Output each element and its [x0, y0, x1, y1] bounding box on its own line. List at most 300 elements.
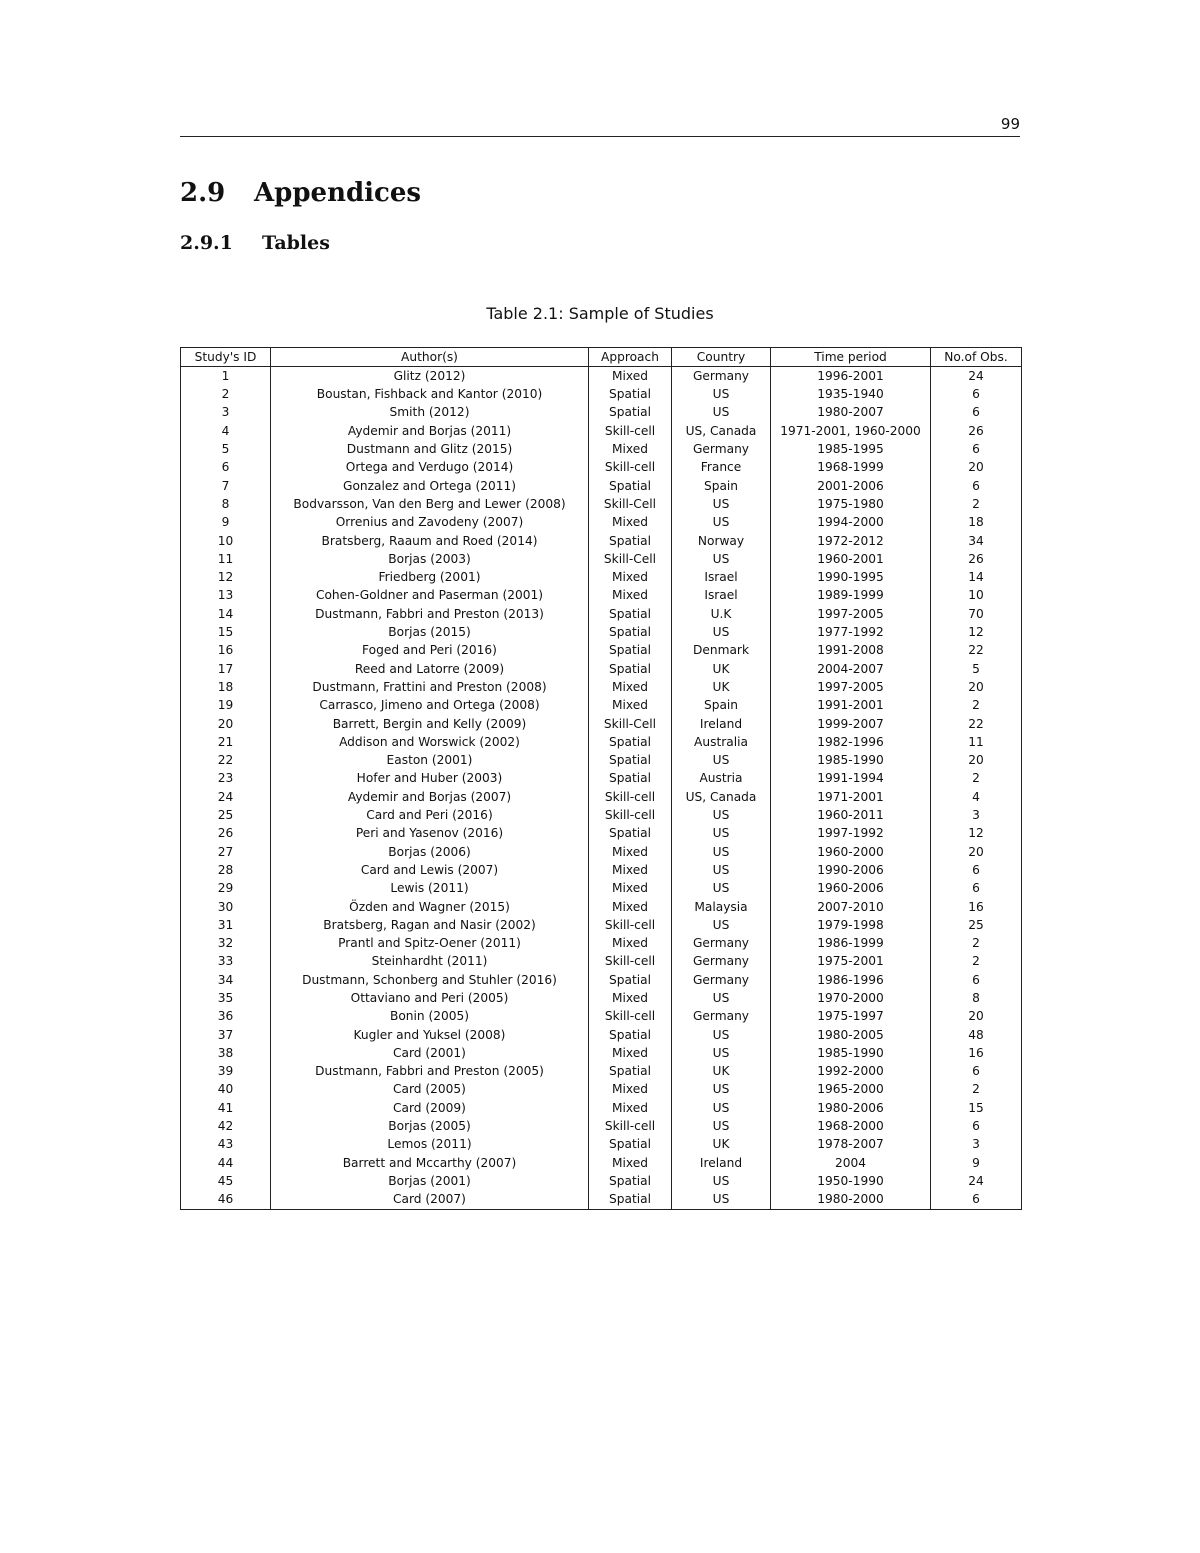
- cell-author: Easton (2001): [271, 752, 589, 770]
- cell-time-period: 1977-1992: [771, 623, 931, 641]
- cell-obs-count: 2: [931, 495, 1022, 513]
- cell-study-id: 43: [181, 1136, 271, 1154]
- cell-country: Malaysia: [672, 898, 771, 916]
- cell-approach: Mixed: [589, 1081, 672, 1099]
- cell-obs-count: 26: [931, 422, 1022, 440]
- cell-study-id: 1: [181, 367, 271, 386]
- table-row: [181, 697, 1022, 715]
- cell-approach: Spatial: [589, 605, 672, 623]
- section-number: 2.9: [180, 178, 226, 208]
- cell-study-id: 23: [181, 770, 271, 788]
- cell-time-period: 1968-2000: [771, 1117, 931, 1135]
- cell-study-id: 11: [181, 550, 271, 568]
- table-row: [181, 367, 1022, 386]
- cell-author: Card and Peri (2016): [271, 806, 589, 824]
- cell-author: Bratsberg, Raaum and Roed (2014): [271, 532, 589, 550]
- cell-country: Germany: [672, 935, 771, 953]
- table-row: [181, 788, 1022, 806]
- table-row: [181, 916, 1022, 934]
- page-number: 99: [1000, 115, 1020, 133]
- cell-approach: Skill-cell: [589, 806, 672, 824]
- cell-time-period: 1982-1996: [771, 733, 931, 751]
- cell-obs-count: 2: [931, 1081, 1022, 1099]
- cell-time-period: 1994-2000: [771, 514, 931, 532]
- cell-study-id: 9: [181, 514, 271, 532]
- cell-time-period: 1970-2000: [771, 989, 931, 1007]
- table-row: [181, 660, 1022, 678]
- cell-approach: Mixed: [589, 678, 672, 696]
- cell-study-id: 3: [181, 404, 271, 422]
- cell-approach: Mixed: [589, 569, 672, 587]
- table-row: [181, 1044, 1022, 1062]
- cell-approach: Spatial: [589, 623, 672, 641]
- cell-obs-count: 22: [931, 642, 1022, 660]
- cell-study-id: 26: [181, 825, 271, 843]
- cell-country: US: [672, 1044, 771, 1062]
- cell-study-id: 41: [181, 1099, 271, 1117]
- cell-approach: Spatial: [589, 752, 672, 770]
- cell-author: Bratsberg, Ragan and Nasir (2002): [271, 916, 589, 934]
- cell-country: US: [672, 752, 771, 770]
- table-header: [181, 348, 1022, 367]
- cell-time-period: 1992-2000: [771, 1063, 931, 1081]
- header-rule: [180, 136, 1020, 137]
- cell-author: Reed and Latorre (2009): [271, 660, 589, 678]
- cell-obs-count: 6: [931, 477, 1022, 495]
- cell-author: Hofer and Huber (2003): [271, 770, 589, 788]
- cell-obs-count: 12: [931, 825, 1022, 843]
- cell-country: US: [672, 495, 771, 513]
- cell-author: Aydemir and Borjas (2011): [271, 422, 589, 440]
- cell-time-period: 1989-1999: [771, 587, 931, 605]
- cell-approach: Mixed: [589, 1154, 672, 1172]
- cell-obs-count: 8: [931, 989, 1022, 1007]
- studies-table: [180, 347, 1022, 1210]
- cell-time-period: 1991-2008: [771, 642, 931, 660]
- cell-obs-count: 70: [931, 605, 1022, 623]
- cell-author: Card (2005): [271, 1081, 589, 1099]
- cell-time-period: 1985-1990: [771, 752, 931, 770]
- cell-country: US: [672, 1026, 771, 1044]
- cell-study-id: 14: [181, 605, 271, 623]
- cell-obs-count: 18: [931, 514, 1022, 532]
- cell-study-id: 16: [181, 642, 271, 660]
- cell-author: Dustmann, Frattini and Preston (2008): [271, 678, 589, 696]
- cell-author: Ortega and Verdugo (2014): [271, 459, 589, 477]
- cell-approach: Spatial: [589, 1136, 672, 1154]
- subsection-number: 2.9.1: [180, 232, 233, 254]
- cell-country: Israel: [672, 569, 771, 587]
- cell-obs-count: 20: [931, 459, 1022, 477]
- cell-author: Lewis (2011): [271, 880, 589, 898]
- cell-study-id: 21: [181, 733, 271, 751]
- cell-country: US: [672, 623, 771, 641]
- cell-obs-count: 20: [931, 678, 1022, 696]
- table-row: [181, 550, 1022, 568]
- cell-obs-count: 20: [931, 843, 1022, 861]
- table-row: [181, 733, 1022, 751]
- cell-obs-count: 16: [931, 1044, 1022, 1062]
- cell-time-period: 1975-2001: [771, 953, 931, 971]
- cell-country: US: [672, 404, 771, 422]
- cell-study-id: 8: [181, 495, 271, 513]
- cell-time-period: 2004: [771, 1154, 931, 1172]
- cell-obs-count: 11: [931, 733, 1022, 751]
- cell-study-id: 40: [181, 1081, 271, 1099]
- cell-country: Norway: [672, 532, 771, 550]
- cell-study-id: 22: [181, 752, 271, 770]
- cell-author: Barrett, Bergin and Kelly (2009): [271, 715, 589, 733]
- section-heading: [180, 178, 421, 208]
- cell-study-id: 25: [181, 806, 271, 824]
- cell-author: Dustmann, Schonberg and Stuhler (2016): [271, 971, 589, 989]
- table-row: [181, 898, 1022, 916]
- cell-country: US: [672, 514, 771, 532]
- cell-country: UK: [672, 1063, 771, 1081]
- cell-author: Boustan, Fishback and Kantor (2010): [271, 386, 589, 404]
- cell-approach: Spatial: [589, 404, 672, 422]
- cell-obs-count: 25: [931, 916, 1022, 934]
- cell-time-period: 1996-2001: [771, 367, 931, 386]
- cell-obs-count: 14: [931, 569, 1022, 587]
- cell-time-period: 1985-1995: [771, 440, 931, 458]
- table-row: [181, 1063, 1022, 1081]
- column-header-study-id: Study's ID: [181, 348, 271, 367]
- table-row: [181, 422, 1022, 440]
- cell-country: US: [672, 1117, 771, 1135]
- cell-approach: Mixed: [589, 587, 672, 605]
- cell-country: US: [672, 825, 771, 843]
- table-row: [181, 1154, 1022, 1172]
- table-row: [181, 880, 1022, 898]
- cell-country: Germany: [672, 440, 771, 458]
- cell-approach: Spatial: [589, 1026, 672, 1044]
- cell-study-id: 6: [181, 459, 271, 477]
- cell-study-id: 42: [181, 1117, 271, 1135]
- cell-country: US, Canada: [672, 788, 771, 806]
- cell-author: Borjas (2003): [271, 550, 589, 568]
- cell-obs-count: 6: [931, 386, 1022, 404]
- cell-author: Card (2001): [271, 1044, 589, 1062]
- cell-approach: Mixed: [589, 1044, 672, 1062]
- cell-author: Özden and Wagner (2015): [271, 898, 589, 916]
- cell-time-period: 1980-2005: [771, 1026, 931, 1044]
- cell-obs-count: 6: [931, 1191, 1022, 1210]
- cell-approach: Skill-cell: [589, 788, 672, 806]
- cell-country: U.K: [672, 605, 771, 623]
- cell-author: Card (2007): [271, 1191, 589, 1210]
- cell-obs-count: 6: [931, 861, 1022, 879]
- cell-approach: Mixed: [589, 367, 672, 386]
- cell-time-period: 1999-2007: [771, 715, 931, 733]
- cell-obs-count: 16: [931, 898, 1022, 916]
- cell-obs-count: 2: [931, 953, 1022, 971]
- cell-country: US: [672, 1099, 771, 1117]
- cell-country: US: [672, 386, 771, 404]
- table-row: [181, 989, 1022, 1007]
- cell-obs-count: 2: [931, 935, 1022, 953]
- table-row: [181, 678, 1022, 696]
- cell-author: Dustmann, Fabbri and Preston (2013): [271, 605, 589, 623]
- cell-obs-count: 48: [931, 1026, 1022, 1044]
- cell-obs-count: 12: [931, 623, 1022, 641]
- table-row: [181, 843, 1022, 861]
- cell-author: Addison and Worswick (2002): [271, 733, 589, 751]
- cell-country: Germany: [672, 1008, 771, 1026]
- cell-country: Australia: [672, 733, 771, 751]
- cell-author: Borjas (2001): [271, 1172, 589, 1190]
- cell-time-period: 1960-2011: [771, 806, 931, 824]
- cell-author: Bodvarsson, Van den Berg and Lewer (2008): [271, 495, 589, 513]
- cell-approach: Skill-cell: [589, 953, 672, 971]
- cell-study-id: 19: [181, 697, 271, 715]
- cell-time-period: 1975-1980: [771, 495, 931, 513]
- cell-time-period: 1968-1999: [771, 459, 931, 477]
- cell-country: UK: [672, 678, 771, 696]
- cell-approach: Mixed: [589, 697, 672, 715]
- column-header-obs-count: No.of Obs.: [931, 348, 1022, 367]
- cell-time-period: 1986-1996: [771, 971, 931, 989]
- cell-study-id: 20: [181, 715, 271, 733]
- cell-author: Bonin (2005): [271, 1008, 589, 1026]
- cell-country: US: [672, 916, 771, 934]
- cell-approach: Spatial: [589, 642, 672, 660]
- cell-country: Germany: [672, 953, 771, 971]
- cell-study-id: 35: [181, 989, 271, 1007]
- cell-time-period: 1960-2000: [771, 843, 931, 861]
- cell-obs-count: 9: [931, 1154, 1022, 1172]
- cell-time-period: 1971-2001: [771, 788, 931, 806]
- cell-study-id: 46: [181, 1191, 271, 1210]
- cell-time-period: 1975-1997: [771, 1008, 931, 1026]
- cell-time-period: 1960-2006: [771, 880, 931, 898]
- cell-approach: Mixed: [589, 440, 672, 458]
- cell-country: Israel: [672, 587, 771, 605]
- cell-study-id: 30: [181, 898, 271, 916]
- cell-study-id: 5: [181, 440, 271, 458]
- cell-obs-count: 6: [931, 971, 1022, 989]
- cell-time-period: 1971-2001, 1960-2000: [771, 422, 931, 440]
- table-row: [181, 1172, 1022, 1190]
- cell-author: Orrenius and Zavodeny (2007): [271, 514, 589, 532]
- cell-approach: Spatial: [589, 1063, 672, 1081]
- cell-approach: Skill-Cell: [589, 550, 672, 568]
- column-header-approach: Approach: [589, 348, 672, 367]
- cell-author: Glitz (2012): [271, 367, 589, 386]
- table-row: [181, 386, 1022, 404]
- cell-author: Carrasco, Jimeno and Ortega (2008): [271, 697, 589, 715]
- table-row: [181, 459, 1022, 477]
- table-row: [181, 514, 1022, 532]
- cell-study-id: 44: [181, 1154, 271, 1172]
- cell-approach: Skill-Cell: [589, 715, 672, 733]
- cell-approach: Skill-cell: [589, 1117, 672, 1135]
- cell-approach: Mixed: [589, 1099, 672, 1117]
- table-row: [181, 752, 1022, 770]
- table-row: [181, 806, 1022, 824]
- column-header-country: Country: [672, 348, 771, 367]
- cell-country: Germany: [672, 971, 771, 989]
- cell-country: US: [672, 843, 771, 861]
- cell-approach: Mixed: [589, 861, 672, 879]
- cell-approach: Mixed: [589, 880, 672, 898]
- table-row: [181, 1026, 1022, 1044]
- cell-approach: Spatial: [589, 733, 672, 751]
- cell-approach: Spatial: [589, 532, 672, 550]
- table-row: [181, 477, 1022, 495]
- cell-time-period: 1960-2001: [771, 550, 931, 568]
- cell-obs-count: 26: [931, 550, 1022, 568]
- cell-obs-count: 22: [931, 715, 1022, 733]
- cell-study-id: 39: [181, 1063, 271, 1081]
- cell-study-id: 31: [181, 916, 271, 934]
- cell-time-period: 1979-1998: [771, 916, 931, 934]
- table-row: [181, 1008, 1022, 1026]
- cell-country: Austria: [672, 770, 771, 788]
- cell-study-id: 29: [181, 880, 271, 898]
- cell-time-period: 1978-2007: [771, 1136, 931, 1154]
- cell-obs-count: 20: [931, 1008, 1022, 1026]
- cell-country: France: [672, 459, 771, 477]
- cell-approach: Mixed: [589, 989, 672, 1007]
- cell-author: Smith (2012): [271, 404, 589, 422]
- cell-study-id: 4: [181, 422, 271, 440]
- table-row: [181, 770, 1022, 788]
- cell-time-period: 1990-2006: [771, 861, 931, 879]
- cell-study-id: 2: [181, 386, 271, 404]
- cell-time-period: 1986-1999: [771, 935, 931, 953]
- table-header-row: [181, 348, 1022, 367]
- table-row: [181, 715, 1022, 733]
- cell-obs-count: 5: [931, 660, 1022, 678]
- subsection-title: Tables: [262, 232, 330, 254]
- cell-obs-count: 6: [931, 880, 1022, 898]
- cell-time-period: 2007-2010: [771, 898, 931, 916]
- cell-approach: Spatial: [589, 770, 672, 788]
- cell-author: Foged and Peri (2016): [271, 642, 589, 660]
- table-row: [181, 440, 1022, 458]
- table-row: [181, 587, 1022, 605]
- cell-author: Card (2009): [271, 1099, 589, 1117]
- column-header-time-period: Time period: [771, 348, 931, 367]
- cell-study-id: 24: [181, 788, 271, 806]
- cell-approach: Mixed: [589, 843, 672, 861]
- cell-approach: Spatial: [589, 477, 672, 495]
- table-row: [181, 1099, 1022, 1117]
- cell-country: Denmark: [672, 642, 771, 660]
- cell-country: US: [672, 1191, 771, 1210]
- cell-time-period: 1985-1990: [771, 1044, 931, 1062]
- cell-author: Barrett and Mccarthy (2007): [271, 1154, 589, 1172]
- cell-obs-count: 3: [931, 806, 1022, 824]
- cell-author: Borjas (2006): [271, 843, 589, 861]
- cell-obs-count: 10: [931, 587, 1022, 605]
- cell-study-id: 37: [181, 1026, 271, 1044]
- cell-author: Card and Lewis (2007): [271, 861, 589, 879]
- cell-country: US: [672, 989, 771, 1007]
- cell-time-period: 1997-2005: [771, 605, 931, 623]
- cell-author: Kugler and Yuksel (2008): [271, 1026, 589, 1044]
- cell-country: US: [672, 550, 771, 568]
- cell-obs-count: 6: [931, 1063, 1022, 1081]
- subsection-heading: [180, 232, 330, 254]
- cell-time-period: 1980-2006: [771, 1099, 931, 1117]
- cell-obs-count: 34: [931, 532, 1022, 550]
- table-row: [181, 1136, 1022, 1154]
- cell-time-period: 1935-1940: [771, 386, 931, 404]
- cell-approach: Spatial: [589, 1191, 672, 1210]
- cell-country: Spain: [672, 477, 771, 495]
- cell-study-id: 12: [181, 569, 271, 587]
- cell-study-id: 13: [181, 587, 271, 605]
- table-body: [181, 367, 1022, 1210]
- cell-time-period: 1997-2005: [771, 678, 931, 696]
- cell-time-period: 1991-2001: [771, 697, 931, 715]
- cell-study-id: 18: [181, 678, 271, 696]
- cell-author: Gonzalez and Ortega (2011): [271, 477, 589, 495]
- cell-obs-count: 3: [931, 1136, 1022, 1154]
- cell-study-id: 17: [181, 660, 271, 678]
- cell-obs-count: 6: [931, 1117, 1022, 1135]
- table-row: [181, 605, 1022, 623]
- table-row: [181, 953, 1022, 971]
- cell-obs-count: 6: [931, 404, 1022, 422]
- cell-approach: Mixed: [589, 935, 672, 953]
- table-row: [181, 861, 1022, 879]
- table-row: [181, 642, 1022, 660]
- cell-country: Ireland: [672, 1154, 771, 1172]
- table-caption: Table 2.1: Sample of Studies: [486, 304, 714, 323]
- cell-author: Ottaviano and Peri (2005): [271, 989, 589, 1007]
- cell-author: Friedberg (2001): [271, 569, 589, 587]
- column-header-author: Author(s): [271, 348, 589, 367]
- cell-approach: Mixed: [589, 514, 672, 532]
- cell-obs-count: 2: [931, 697, 1022, 715]
- cell-author: Cohen-Goldner and Paserman (2001): [271, 587, 589, 605]
- cell-study-id: 34: [181, 971, 271, 989]
- cell-approach: Skill-cell: [589, 916, 672, 934]
- cell-country: Germany: [672, 367, 771, 386]
- cell-author: Borjas (2015): [271, 623, 589, 641]
- cell-author: Borjas (2005): [271, 1117, 589, 1135]
- section-title: Appendices: [254, 178, 422, 208]
- cell-study-id: 28: [181, 861, 271, 879]
- cell-approach: Spatial: [589, 660, 672, 678]
- cell-study-id: 10: [181, 532, 271, 550]
- table-row: [181, 971, 1022, 989]
- cell-time-period: 1997-1992: [771, 825, 931, 843]
- cell-approach: Skill-cell: [589, 422, 672, 440]
- cell-study-id: 32: [181, 935, 271, 953]
- cell-obs-count: 24: [931, 1172, 1022, 1190]
- cell-country: Spain: [672, 697, 771, 715]
- cell-approach: Spatial: [589, 1172, 672, 1190]
- cell-time-period: 1972-2012: [771, 532, 931, 550]
- cell-author: Lemos (2011): [271, 1136, 589, 1154]
- cell-obs-count: 4: [931, 788, 1022, 806]
- cell-author: Dustmann and Glitz (2015): [271, 440, 589, 458]
- cell-author: Peri and Yasenov (2016): [271, 825, 589, 843]
- cell-approach: Mixed: [589, 898, 672, 916]
- cell-study-id: 7: [181, 477, 271, 495]
- cell-obs-count: 15: [931, 1099, 1022, 1117]
- cell-study-id: 15: [181, 623, 271, 641]
- table-row: [181, 1081, 1022, 1099]
- cell-country: US: [672, 861, 771, 879]
- table-row: [181, 569, 1022, 587]
- table-row: [181, 404, 1022, 422]
- cell-country: US: [672, 880, 771, 898]
